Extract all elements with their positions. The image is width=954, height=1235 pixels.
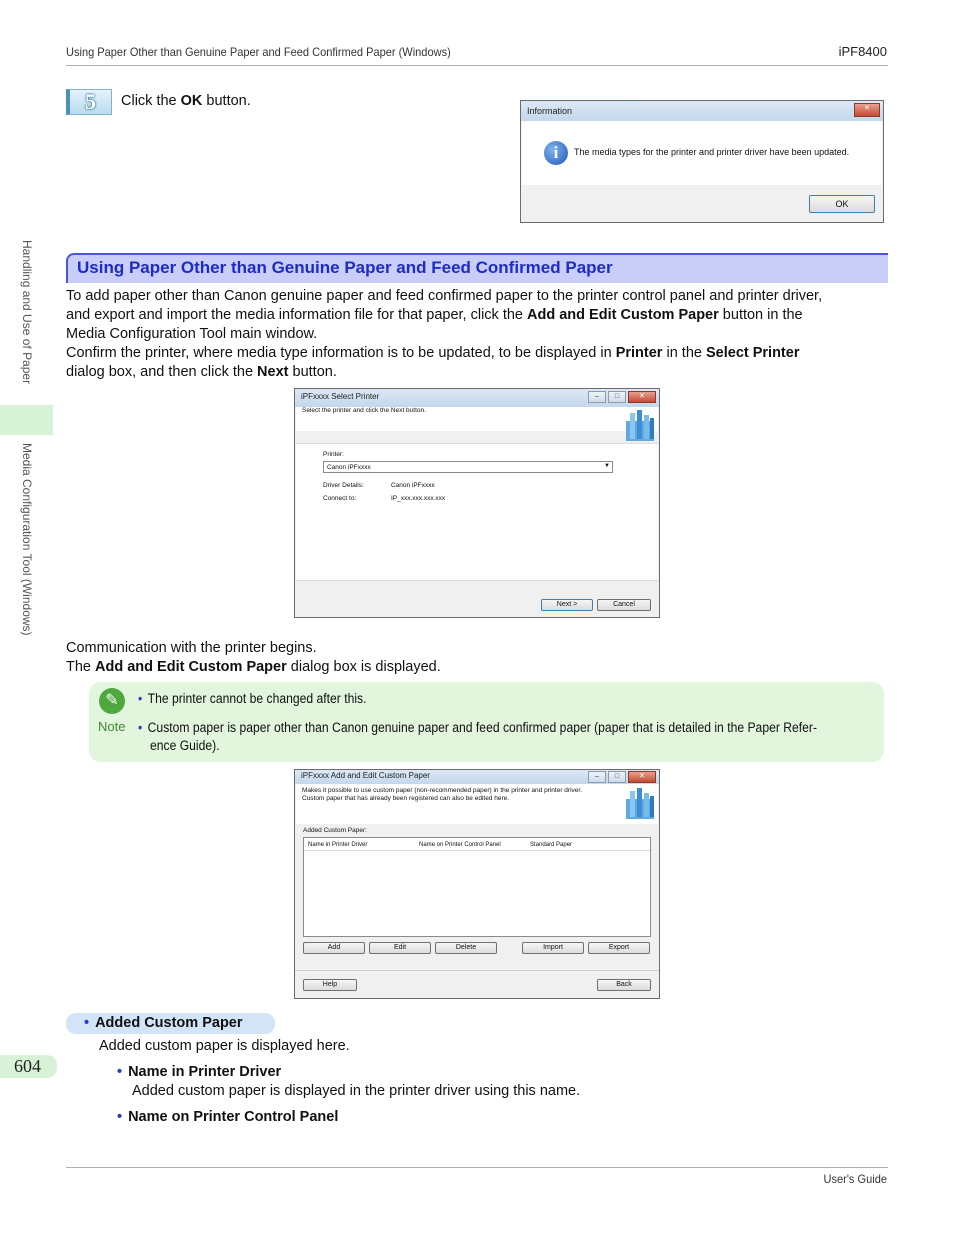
side-tab-chapter: Handling and Use of Paper (20, 240, 34, 385)
minimize-icon[interactable]: – (588, 771, 606, 783)
paper-roll-icon (624, 785, 656, 821)
select-title: iPFxxxx Select Printer (301, 392, 380, 401)
intro-line-5-post: button. (288, 364, 337, 380)
export-button[interactable]: Export (588, 942, 650, 954)
help-button[interactable]: Help (303, 979, 357, 991)
note-item-1-text: The printer cannot be changed after this. (147, 691, 367, 706)
note-item-2-text-a: Custom paper is paper other than Canon genuine paper and feed confirmed paper (paper that is detailed in the Paper Refer- (147, 720, 818, 735)
ae-titlebar (295, 770, 659, 784)
running-header-title: Using Paper Other than Genuine Paper and Feed Confirmed Paper (Windows) (66, 45, 451, 59)
communication-line-2 (66, 658, 888, 677)
pencil-icon: ✎ (99, 688, 125, 714)
paper-roll-icon (624, 407, 656, 443)
communication-line-2-bold: Add and Edit Custom Paper (95, 659, 287, 675)
intro-line-5-pre: dialog box, and then click the (66, 364, 258, 380)
intro-line-3: Media Configuration Tool main window. (66, 326, 318, 342)
running-header-model: iPF8400 (838, 44, 887, 59)
communication-line-1: Communication with the printer begins. (66, 640, 317, 656)
select-titlebar (295, 389, 659, 407)
note-item-2 (138, 719, 867, 737)
note-label: Note (98, 719, 126, 734)
bullet-icon: • (138, 691, 143, 706)
next-button[interactable]: Next > (541, 599, 593, 611)
intro-line-2-bold: Add and Edit Custom Paper (527, 307, 719, 323)
select-printer-dialog-screenshot (294, 388, 660, 618)
step-text-bold: OK (180, 93, 203, 109)
printer-label: Printer: (323, 451, 344, 458)
custom-paper-list[interactable] (303, 837, 651, 937)
communication-line-2-post: dialog box is displayed. (286, 659, 441, 675)
intro-line-1: To add paper other than Canon genuine paper and feed confirmed paper to the printer control panel and printer driver, (66, 288, 823, 304)
intro-line-5 (66, 363, 888, 382)
close-icon[interactable]: ✕ (628, 391, 656, 403)
intro-paragraph (66, 287, 888, 382)
printer-select[interactable] (323, 461, 613, 473)
term-added-custom-paper-title: Added Custom Paper (95, 1015, 243, 1031)
intro-line-2 (66, 306, 888, 325)
header-rule (66, 65, 888, 66)
intro-line-4-bold1: Printer (615, 345, 663, 361)
communication-line-2-pre: The (66, 659, 96, 675)
ok-button[interactable]: OK (809, 195, 875, 213)
bullet-icon: • (138, 720, 143, 735)
column-name-on-panel[interactable]: Name on Printer Control Panel (419, 842, 501, 848)
communication-paragraph (66, 639, 888, 677)
info-icon: i (544, 141, 568, 165)
chevron-down-icon: ▼ (604, 463, 610, 469)
term-name-in-printer-driver-desc: Added custom paper is displayed in the printer driver using this name. (132, 1083, 581, 1099)
ae-divider (295, 970, 660, 971)
bullet-icon: • (84, 1015, 90, 1031)
intro-line-4 (66, 344, 888, 363)
driver-details-value: Canon iPFxxxx (391, 482, 435, 489)
printer-select-value: Canon iPFxxxx (327, 464, 371, 471)
info-message: The media types for the printer and printer driver have been updated. (574, 147, 850, 157)
information-dialog-screenshot (520, 100, 884, 223)
intro-line-2-pre: and export and import the media information file for that paper, click the (66, 307, 528, 323)
page-number: 604 (14, 1056, 41, 1076)
step-text-post: button. (202, 93, 251, 109)
intro-line-4-bold2: Select Printer (705, 345, 800, 361)
term-name-in-printer-driver-title: Name in Printer Driver (128, 1064, 282, 1080)
step-instruction (121, 93, 251, 109)
info-body (522, 121, 882, 185)
note-item-2-cont: ence Guide). (150, 738, 220, 753)
list-header (304, 838, 650, 851)
info-title: Information (527, 106, 573, 116)
term-name-on-printer-control-panel (117, 1109, 338, 1125)
add-edit-custom-paper-dialog-screenshot (294, 769, 660, 999)
info-titlebar (521, 101, 883, 121)
ae-description-2: Custom paper that has already been registered can also be edited here. (302, 795, 510, 802)
delete-button[interactable]: Delete (435, 942, 497, 954)
driver-details-label: Driver Details: (323, 482, 364, 489)
edit-button[interactable]: Edit (369, 942, 431, 954)
side-tab-section: Media Configuration Tool (Windows) (20, 443, 34, 636)
cancel-button[interactable]: Cancel (597, 599, 651, 611)
column-standard-paper[interactable]: Standard Paper (530, 842, 573, 848)
intro-line-5-bold: Next (257, 364, 289, 380)
term-name-in-printer-driver (117, 1064, 281, 1080)
back-button[interactable]: Back (597, 979, 651, 991)
section-title: Using Paper Other than Genuine Paper and Feed Confirmed Paper (77, 258, 613, 277)
maximize-icon[interactable]: □ (608, 391, 626, 403)
bullet-icon: • (117, 1064, 123, 1080)
intro-line-4-pre: Confirm the printer, where media type information is to be updated, to be displayed in (66, 345, 616, 361)
step-text-pre: Click the (121, 93, 181, 109)
intro-line-2-post: button in the (718, 307, 803, 323)
close-icon[interactable]: ✕ (854, 103, 880, 117)
connect-to-value: IP_xxx.xxx.xxx.xxx (391, 495, 446, 502)
ae-description (302, 787, 582, 803)
intro-line-4-mid: in the (662, 345, 706, 361)
footer-rule (66, 1167, 888, 1168)
maximize-icon[interactable]: □ (608, 771, 626, 783)
ae-description-1: Makes it possible to use custom paper (non-recommended paper) in the printer and printer driver. (302, 787, 583, 794)
column-name-in-driver[interactable]: Name in Printer Driver (308, 842, 368, 848)
connect-to-label: Connect to: (323, 495, 357, 502)
select-instruction: Select the printer and click the Next button. (302, 407, 426, 414)
close-icon[interactable]: ✕ (628, 771, 656, 783)
added-custom-paper-label: Added Custom Paper: (303, 827, 367, 834)
term-name-on-panel-title: Name on Printer Control Panel (128, 1109, 339, 1125)
import-button[interactable]: Import (522, 942, 584, 954)
footer-guide-name: User's Guide (823, 1172, 887, 1186)
ae-title: iPFxxxx Add and Edit Custom Paper (301, 771, 430, 780)
term-added-custom-paper-desc: Added custom paper is displayed here. (99, 1038, 350, 1054)
step-number: 5 (66, 89, 112, 115)
note-item-1 (138, 690, 867, 708)
minimize-icon[interactable]: – (588, 391, 606, 403)
term-added-custom-paper (84, 1015, 243, 1031)
add-button[interactable]: Add (303, 942, 365, 954)
bullet-icon: • (117, 1109, 123, 1125)
side-tab-marker (0, 405, 53, 435)
